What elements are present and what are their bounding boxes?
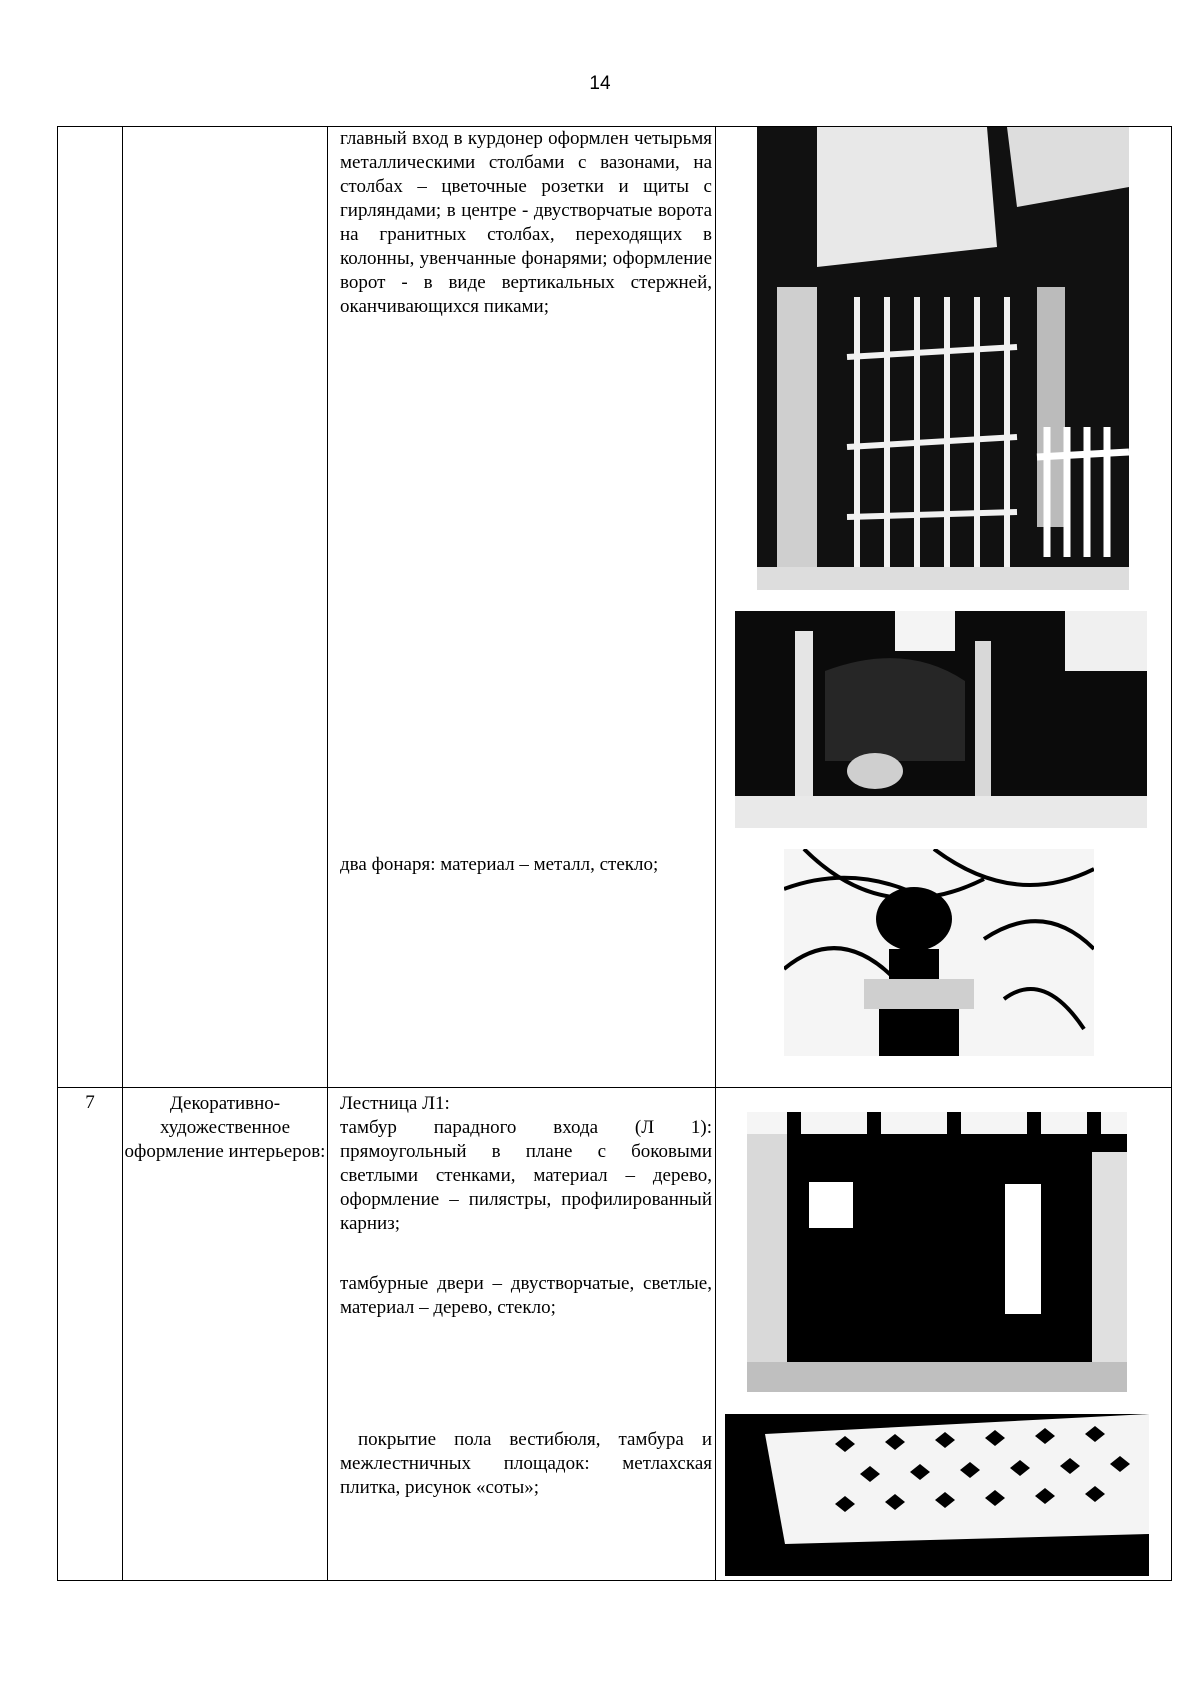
row-name-cell (123, 1088, 328, 1581)
row-description-cell (328, 1088, 716, 1581)
row-name: Декоративно-художественное оформление интерьеров: (124, 1093, 326, 1162)
description-doors: тамбурные двери – двустворчатые, светлые, материал – дерево, стекло; (340, 1273, 712, 1318)
vestibule-photo (747, 1112, 1127, 1392)
description-floor: покрытие пола вестибюля, тамбура и межлестничных площадок: метлахская плитка, рисунок «соты»; (340, 1429, 717, 1498)
gate-wide-photo (735, 611, 1147, 828)
monument-table (57, 126, 1172, 1581)
row-number (58, 127, 122, 1087)
row-number-cell (58, 127, 123, 1088)
vestibule-photo-image (747, 1112, 1127, 1392)
description-vestibule: Лестница Л1: тамбур парадного входа (Л 1): прямоугольный в плане с боковыми светлыми стенками, материал – дерево, оформление – пилястры, профилированный карниз; (340, 1093, 712, 1234)
row-name (123, 127, 327, 1087)
lantern-photo (784, 849, 1094, 1056)
row-description-cell (328, 127, 716, 1088)
row-number: 7 (85, 1092, 95, 1113)
row-photo-cell (716, 1088, 1172, 1581)
gate-wide-photo-image (735, 611, 1147, 828)
row-name-cell (123, 127, 328, 1088)
row-number-cell (58, 1088, 123, 1581)
page-number: 14 (589, 73, 611, 94)
description-lanterns: два фонаря: материал – металл, стекло; (340, 854, 659, 875)
table-row (58, 127, 1172, 1088)
lantern-photo-image (784, 849, 1094, 1056)
table-row (58, 1088, 1172, 1581)
row-photo-cell (716, 127, 1172, 1088)
description-gate: главный вход в курдонер оформлен четырьмя металлическими столбами с вазонами, на столбах – цветочные розетки и щиты с гирляндами; в центре - двустворчатые ворота на гранитных столбах, переходящих в колонны, увенчанные фонарями; оформление ворот - в виде вертикальных стержней, оканчивающихся пиками; (340, 128, 712, 317)
gate-photo-image (757, 127, 1129, 590)
gate-photo (757, 127, 1129, 590)
floor-tile-photo (725, 1414, 1149, 1576)
floor-tile-photo-image (725, 1414, 1149, 1576)
